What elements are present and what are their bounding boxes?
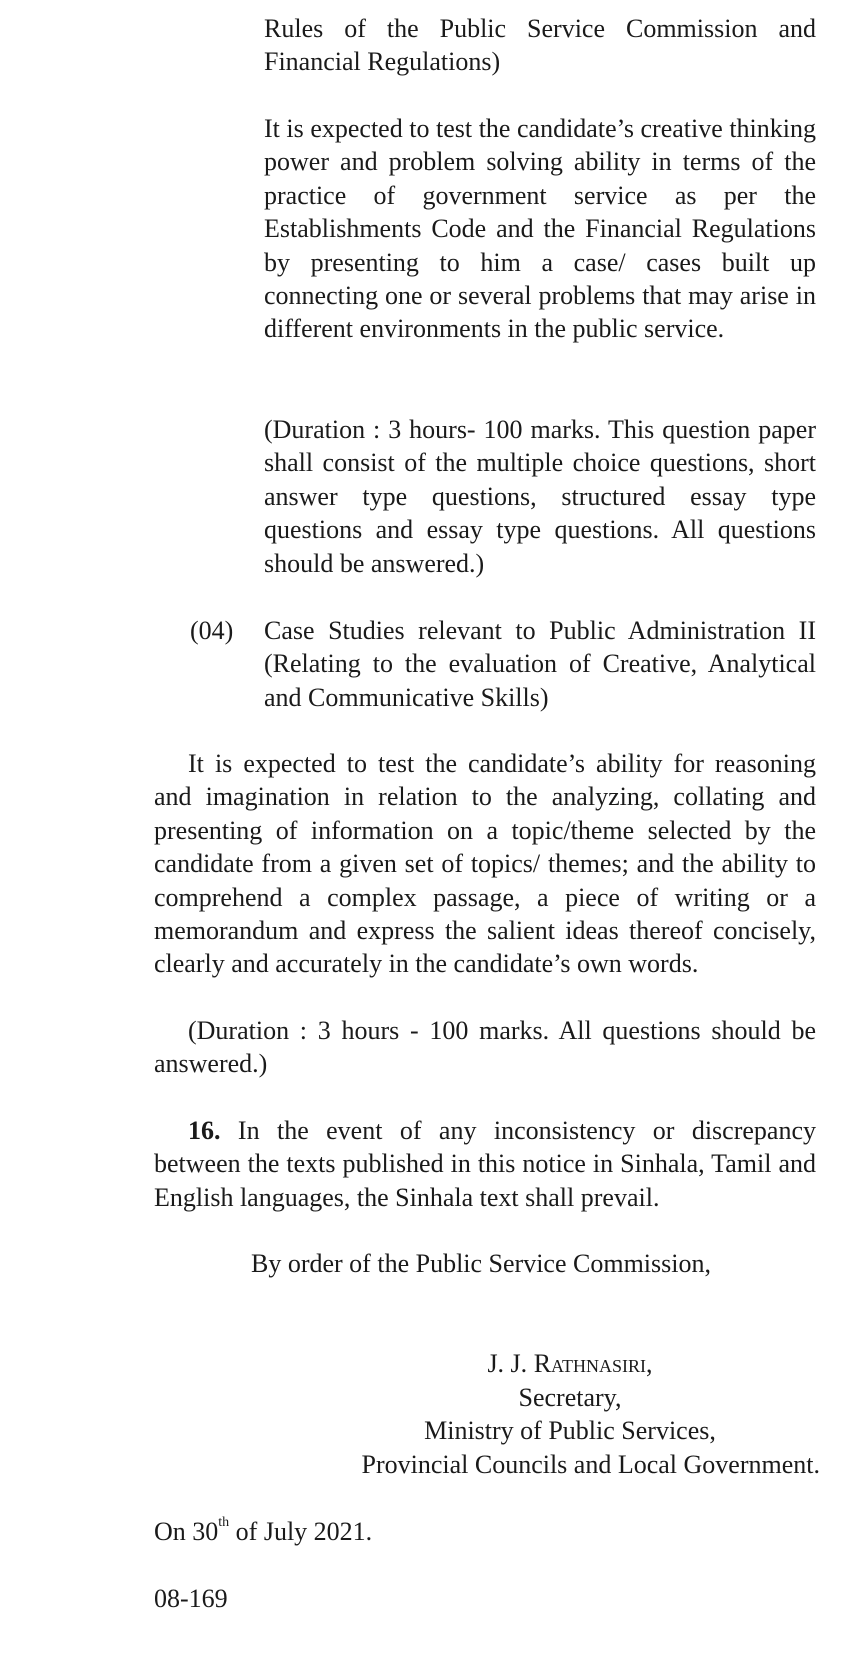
reference-number: 08-169 — [154, 1584, 228, 1613]
signatory-comma: , — [646, 1349, 653, 1378]
section-number-16: 16. — [188, 1116, 221, 1145]
paragraph-duration-paper-3: (Duration : 3 hours- 100 marks. This question paper shall consist of the multiple choice questions, short answer type questions, structured essay type questions and essay type questions. All questions should be answered.) — [264, 415, 816, 578]
date-day: On 30 — [154, 1517, 219, 1546]
item-number-04: (04) — [190, 616, 234, 645]
by-order-line — [154, 1247, 816, 1280]
paragraph-reasoning-expectation: It is expected to test the candidate’s ability for reasoning and imagination in relation to the analyzing, collating and presenting of information on a topic/theme selected by the candidate from a given set of topics/ themes; and the ability to comprehend a complex passage, a piece of writing or a memorandum and express the salient ideas thereof concisely, clearly and accurately in the candidate’s own words. — [154, 749, 816, 979]
paragraph-rules-continuation: Rules of the Public Service Commission and Financial Regulations) — [264, 14, 816, 77]
date-ordinal-suffix: th — [218, 1515, 230, 1531]
paragraph-section-16 — [154, 1114, 816, 1214]
signatory-name-first-letter: R — [533, 1349, 552, 1378]
signatory-name — [310, 1347, 830, 1380]
by-order-text: By order of the Public Service Commission, — [250, 1249, 711, 1278]
signatory-ministry-line-1: Ministry of Public Services, — [424, 1416, 716, 1445]
signatory-name-rest: athnasiri — [551, 1349, 647, 1378]
item-04-title: Case Studies relevant to Public Administration II (Relating to the evaluation of Creative, Analytical and Communicative Skills) — [264, 616, 816, 712]
signatory-title: Secretary, — [518, 1383, 622, 1412]
signatory-initials: J. J. — [487, 1349, 534, 1378]
paragraph-case-expectation: It is expected to test the candidate’s creative thinking power and problem solving ability in terms of the practice of government service as per the Establishments Code and the Financial Regulations by presenting to him a case/ cases built up connecting one or several problems that may arise in different environments in the public service. — [264, 114, 816, 344]
date-month-year: of July 2021. — [229, 1517, 373, 1546]
date-line — [154, 1515, 372, 1548]
section-16-text: In the event of any inconsistency or discrepancy between the texts published in this notice in Sinhala, Tamil and English languages, the Sinhala text shall prevail. — [154, 1116, 816, 1212]
paragraph-duration-paper-4: (Duration : 3 hours - 100 marks. All questions should be answered.) — [154, 1016, 816, 1079]
signatory-ministry-line-2: Provincial Councils and Local Government. — [361, 1450, 820, 1479]
